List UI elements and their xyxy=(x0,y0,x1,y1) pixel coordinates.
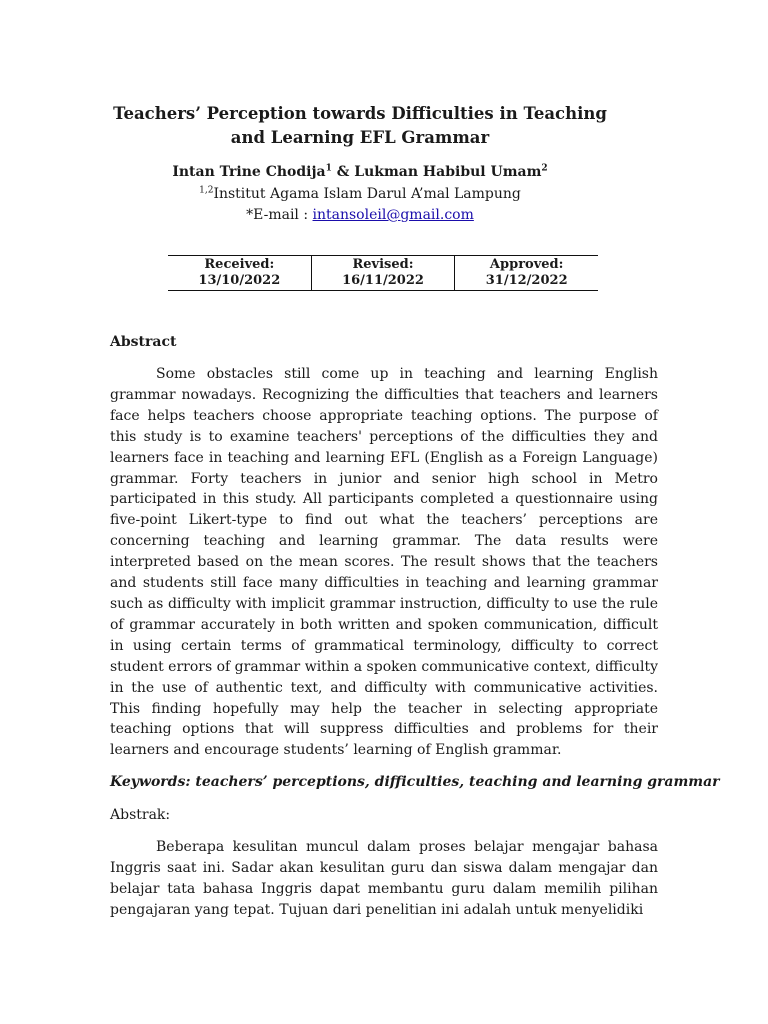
date-value: 16/11/2022 xyxy=(342,272,424,288)
dates-table xyxy=(168,255,598,291)
author-name: Lukman Habibul Umam xyxy=(354,164,542,180)
email-label: *E-mail : xyxy=(246,207,313,223)
date-label: Approved: xyxy=(489,257,564,272)
affiliation: Institut Agama Islam Darul A’mal Lampung xyxy=(213,186,521,202)
abstract-paragraph: Some obstacles still come up in teaching and learning English grammar nowadays. Recognizing the difficulties that teachers and learners face helps teachers choose appropriate teaching options. The purpose of this study is to examine teachers' perceptions of the difficulties they and learners face in teaching and learning EFL (English as a Foreign Language) grammar. Forty teachers in junior and senior high school in Metro participated in this study. All participants completed a questionnaire using five-point Likert-type to find out what the teachers’ perceptions are concerning teaching and learning grammar. The data results were interpreted based on the mean scores. The result shows that the teachers and students still face many difficulties in teaching and learning grammar such as difficulty with implicit grammar instruction, difficulty to use the rule of grammar accurately in both written and spoken communication, difficult in using certain terms of grammatical terminology, difficulty to correct student errors of grammar within a spoken communicative context, difficulty in the use of authentic text, and difficulty with communicative activities. This finding hopefully may help the teacher in selecting appropriate teaching options that will suppress difficulties and problems for their learners and encourage students’ learning of English grammar. xyxy=(110,366,658,759)
revised-cell xyxy=(311,256,455,290)
abstract-heading: Abstract xyxy=(110,334,177,350)
author-separator: & xyxy=(331,164,355,180)
affiliation-mark: 1,2 xyxy=(199,185,214,196)
author-line xyxy=(0,162,720,182)
keywords: Keywords: teachers’ perceptions, difficulties, teaching and learning grammar xyxy=(110,774,720,790)
paper-title: Teachers’ Perception towards Difficulties in Teaching and Learning EFL Grammar xyxy=(113,104,607,147)
received-cell xyxy=(168,256,311,290)
abstrak-heading: Abstrak: xyxy=(110,807,171,823)
author-name: Intan Trine Chodija xyxy=(172,164,326,180)
date-value: 13/10/2022 xyxy=(198,272,281,288)
author-affiliation-mark: 2 xyxy=(541,163,548,174)
email-link[interactable]: intansoleil@gmail.com xyxy=(312,207,474,223)
date-label: Revised: xyxy=(352,257,414,272)
date-label: Received: xyxy=(204,257,275,272)
affiliation-line xyxy=(0,184,720,204)
email-line xyxy=(0,205,720,225)
approved-cell xyxy=(454,256,598,290)
date-value: 31/12/2022 xyxy=(485,272,568,288)
author-affiliation-mark: 1 xyxy=(325,163,332,174)
abstrak-paragraph: Beberapa kesulitan muncul dalam proses belajar mengajar bahasa Inggris saat ini. Sadar akan kesulitan guru dan siswa dalam mengajar dan belajar tata bahasa Inggris dapat membantu guru dalam memilih pilihan pengajaran yang tepat. Tujuan dari penelitian ini adalah untuk menyelidiki xyxy=(110,839,658,918)
